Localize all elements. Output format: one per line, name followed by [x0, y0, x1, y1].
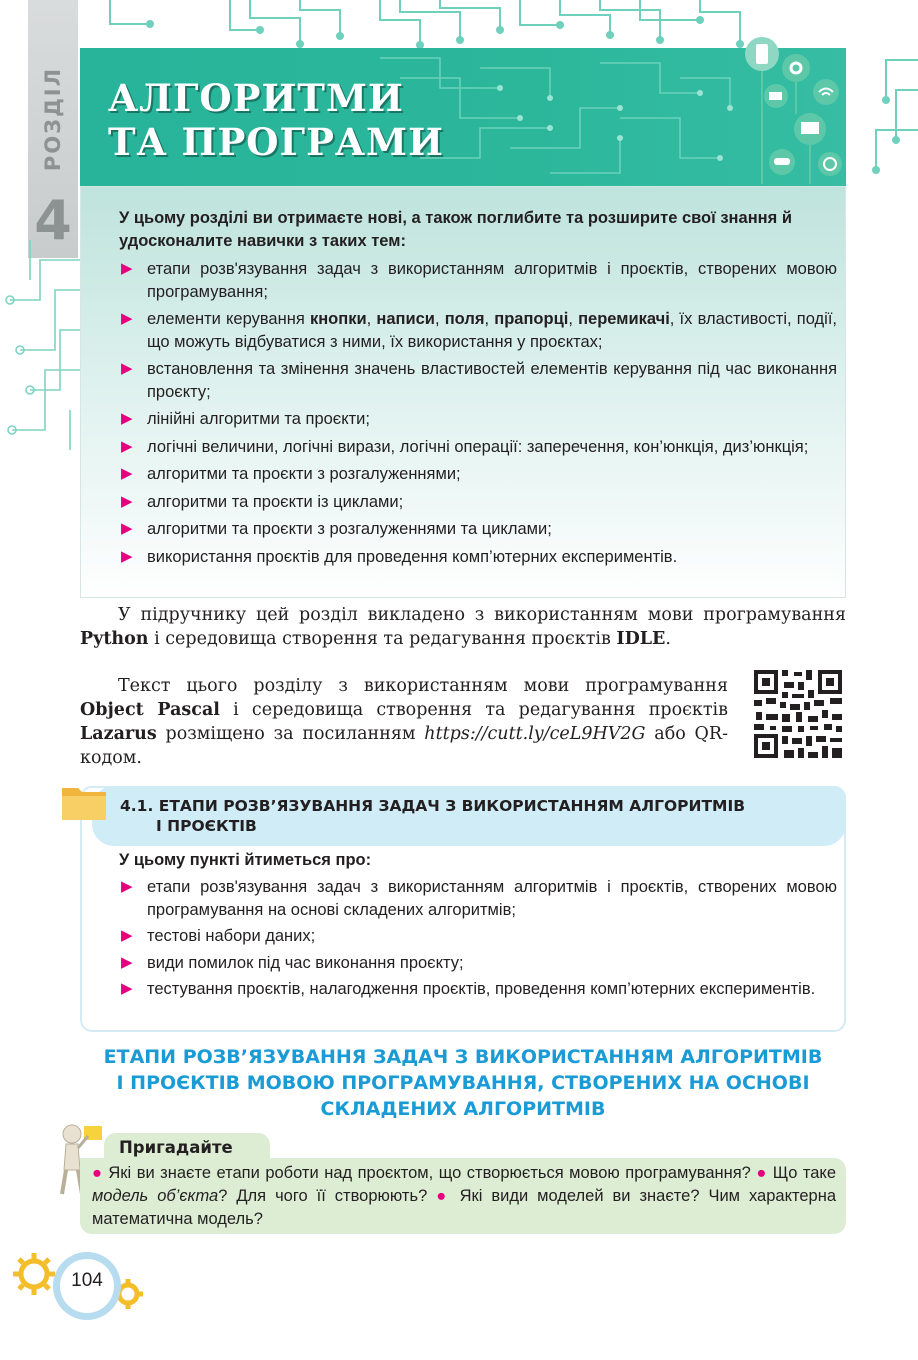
- qr-code[interactable]: [752, 668, 844, 760]
- globe-icon: [818, 152, 842, 176]
- folder-icon: [60, 780, 108, 822]
- list-item: ▶ тестування проєктів, налагодження проєктів, проведення комп’ютерних експериментів.: [119, 978, 837, 1001]
- circuit-decoration-left: [0, 240, 82, 450]
- chapter-topics-list: [119, 258, 837, 568]
- list-item: ▶ використання проєктів для проведення комп’ютерних експериментів.: [119, 546, 837, 569]
- list-item: ▶ алгоритми та проєкти із циклами;: [119, 491, 837, 514]
- circuit-decoration-right: [846, 40, 918, 190]
- list-item: ▶ алгоритми та проєкти з розгалуженнями;: [119, 463, 837, 486]
- subsection-topics-list: [119, 876, 837, 1005]
- remember-title: Пригадайте: [119, 1138, 233, 1157]
- list-item: ▶ етапи розв'язування задач з використанням алгоритмів і проєктів, створених мовою програмування на основі складених алгоритмів;: [119, 876, 837, 921]
- section-number: 4: [34, 189, 72, 252]
- list-item: ▶ встановлення та змінення значень властивостей елементів керування під час виконання проєкту;: [119, 358, 837, 403]
- body-paragraph-python: У підручнику цей розділ викладено з використанням мови програмування Python і середовища створення та редагування проєктів IDLE.: [80, 605, 846, 649]
- list-item: ▶ елементи керування кнопки, написи, поля, прапорці, перемикачі, їх властивості, події, що можуть відбуватися з ними, їх використання у проєктах;: [119, 308, 837, 353]
- chapter-topics-lead: У цьому розділі ви отримаєте нові, а також поглибите та розширите свої знання й удосконалите навички з таких тем:: [119, 209, 792, 250]
- subsection-lead: У цьому пункті йтиметься про:: [119, 851, 372, 869]
- list-item: ▶ логічні величини, логічні вирази, логічні операції: заперечення, кон’юнкція, диз’юнкція;: [119, 436, 837, 459]
- body-paragraph-pascal: Текст цього розділу з використанням мови програмування Object Pascal і середовища створення та редагування проєктів Lazarus розміщено за посиланням https://cutt.ly/ceL9HV2G або QR-кодом.: [80, 676, 728, 768]
- list-item: ▶ види помилок під час виконання проєкту;: [119, 952, 837, 975]
- section-heading: ЕТАПИ РОЗВ’ЯЗУВАННЯ ЗАДАЧ З ВИКОРИСТАННЯМ АЛГОРИТМІВ І ПРОЄКТІВ МОВОЮ ПРОГРАМУВАННЯ, СТВОРЕНИХ НА ОСНОВІ СКЛАДЕНИХ АЛГОРИТМІВ: [103, 1046, 823, 1120]
- list-item: ▶ алгоритми та проєкти з розгалуженнями та циклами;: [119, 518, 837, 541]
- list-item: ▶ етапи розв'язування задач з використанням алгоритмів і проєктів, створених мовою програмування;: [119, 258, 837, 303]
- tech-icons-cluster: [742, 34, 852, 186]
- gear-icon: [782, 54, 810, 82]
- resource-link[interactable]: https://cutt.ly/ceL9HV2G: [424, 724, 646, 744]
- section-label: РОЗДІЛ: [41, 66, 65, 172]
- list-item: ▶ лінійні алгоритми та проєкти;: [119, 408, 837, 431]
- remember-questions: ● Які ви знаєте етапи роботи над проєктом, що створюється мовою програмування? ● Що таке модель об’єкта? Для чого її створюють? ● Які види моделей ви знаєте? Чим характерна математична модель?: [92, 1164, 837, 1228]
- page-number: 104: [71, 1270, 103, 1291]
- list-item: ▶ тестові набори даних;: [119, 925, 837, 948]
- chapter-title: АЛГОРИТМИ ТА ПРОГРАМИ: [108, 76, 444, 164]
- subsection-title: 4.1. ЕТАПИ РОЗВ’ЯЗУВАННЯ ЗАДАЧ З ВИКОРИСТАННЯМ АЛГОРИТМІВ І ПРОЄКТІВ: [120, 797, 746, 835]
